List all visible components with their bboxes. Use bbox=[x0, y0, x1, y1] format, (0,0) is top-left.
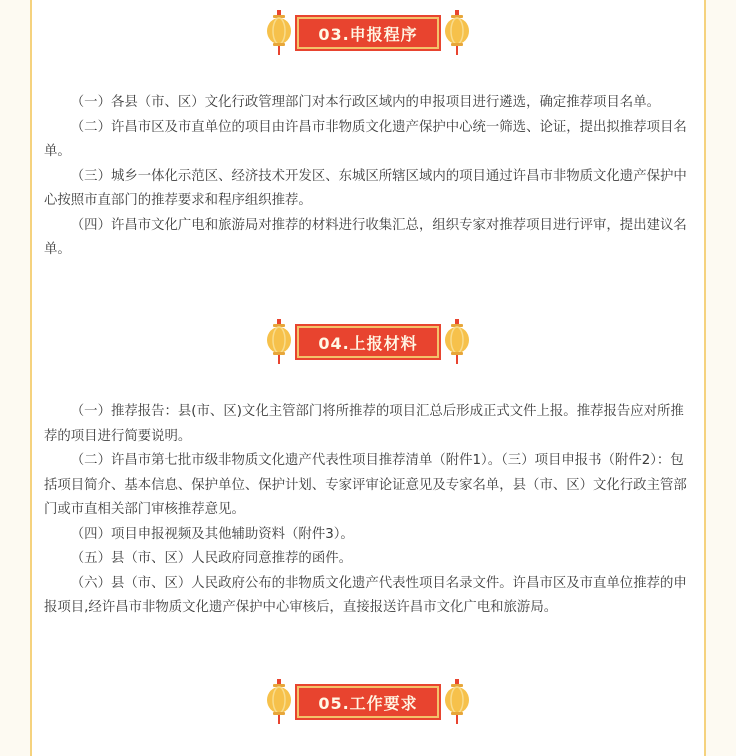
paragraph: （二）许昌市区及市直单位的项目由许昌市非物质文化遗产保护中心统一筛选、论证，提出拟推荐项目名单。 bbox=[44, 119, 687, 159]
paragraph: （一）各县（市、区）文化行政管理部门对本行政区域内的申报项目进行遴选，确定推荐项目名单。 bbox=[70, 95, 660, 110]
paragraph: （六）县（市、区）人民政府公布的非物质文化遗产代表性项目名录文件。许昌市区及市直单位推荐的申报项目,经许昌市非物质文化遗产保护中心审核后，直接报送许昌市文化广电和旅游局。 bbox=[44, 575, 687, 615]
paragraph: （五）县（市、区）人民政府同意推荐的函件。 bbox=[70, 551, 352, 566]
lantern-icon bbox=[444, 10, 470, 56]
paragraph: （四）许昌市文化广电和旅游局对推荐的材料进行收集汇总，组织专家对推荐项目进行评审，提出建议名单。 bbox=[44, 217, 687, 257]
lantern-icon bbox=[444, 679, 470, 725]
section-title: 03.申报程序 bbox=[297, 17, 439, 49]
section-banner-03 bbox=[0, 10, 736, 56]
section-title: 04.上报材料 bbox=[297, 326, 439, 358]
section-title: 05.工作要求 bbox=[297, 686, 439, 718]
lantern-icon bbox=[266, 319, 292, 365]
paragraph: （三）城乡一体化示范区、经济技术开发区、东城区所辖区域内的项目通过许昌市非物质文化遗产保护中心按照市直部门的推荐要求和程序组织推荐。 bbox=[44, 168, 687, 208]
section-banner-04 bbox=[0, 319, 736, 365]
section-body-03 bbox=[44, 91, 694, 263]
section-body-04 bbox=[44, 400, 694, 621]
paragraph: （二）许昌市第七批市级非物质文化遗产代表性项目推荐清单（附件1）。（三）项目申报书（附件2）：包括项目简介、基本信息、保护单位、保护计划、专家评审论证意见及专家名单，县（市、区）文化行政主管部门或市直相关部门审核推荐意见。 bbox=[44, 453, 687, 517]
paragraph: （四）项目申报视频及其他辅助资料（附件3）。 bbox=[70, 526, 354, 542]
lantern-icon bbox=[266, 679, 292, 725]
section-banner-05 bbox=[0, 679, 736, 725]
lantern-icon bbox=[444, 319, 470, 365]
paragraph: （一）推荐报告：县(市、区)文化主管部门将所推荐的项目汇总后形成正式文件上报。推荐报告应对所推荐的项目进行简要说明。 bbox=[44, 404, 684, 444]
lantern-icon bbox=[266, 10, 292, 56]
